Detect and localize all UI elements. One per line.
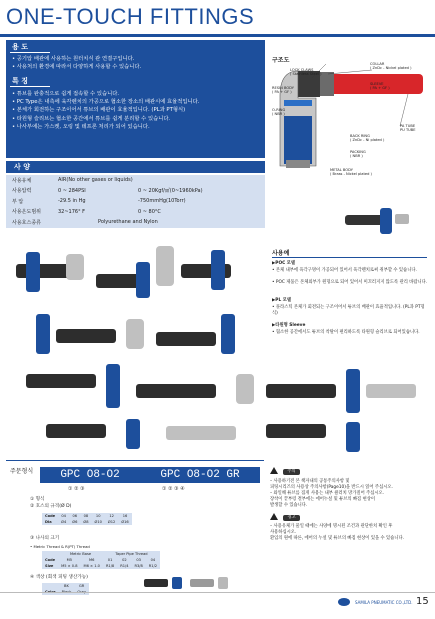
thread-cell: 04 — [146, 557, 160, 563]
label-lock-claws: LOCK CLAWS ( Stainless Steel ) — [290, 68, 322, 77]
hose-cell: Ø12 — [105, 519, 118, 525]
usage-line: • POC 제품은 본체외부가 원형으로 되어 있어서 미끄러지지 않도록 관리 바랍니다. — [272, 280, 428, 285]
label-back-ring: BACK RING ( ZnDc - Ni plated ) — [350, 134, 385, 143]
usage-line: ▶타원형 Sleeve — [272, 323, 306, 328]
page-number: 15 — [416, 596, 429, 607]
spec-row — [6, 207, 265, 218]
order-code-numbers-2: ① ② ③ ④ — [162, 486, 185, 492]
caution-line: – 와일해 튜브를 집게 사용는 내부 클러치 망가질어 주십시오. — [270, 491, 385, 496]
metal-body — [284, 116, 312, 164]
color-label: ④ 색상 (회색 피팅 생산가능) — [30, 575, 88, 580]
thread-cell: Size — [42, 563, 58, 569]
warning-icon — [270, 467, 278, 474]
label-collar: COLLAR ( ZnDc - Nickel plated ) — [370, 62, 412, 71]
thread-table — [42, 551, 160, 569]
caution-line: – 사용하기전 본 책자내의 공통주의사항 및 — [270, 479, 350, 484]
thread-cell: 02 — [117, 557, 131, 563]
warning-line: 환입의 원에 따른, 에어의 누설 및 튜브의 빠짐 현상이 있을 수 있습니다. — [270, 536, 404, 541]
usage-title: 사용예 — [272, 250, 290, 257]
footer-rule — [0, 592, 435, 593]
label-packing: PACKING ( NBR ) — [350, 150, 366, 159]
thread-cell: M6 × 1.0 — [81, 563, 103, 569]
color-cell: GR — [74, 583, 89, 589]
order-code-bar — [40, 467, 260, 483]
spec-label: 사용온도범위 — [12, 209, 41, 216]
thread-cell: M5 × 0.8 — [58, 563, 80, 569]
fitting-cluster — [16, 246, 416, 452]
thread-cell: R1/8 — [103, 563, 117, 569]
thread-cell: M6 — [81, 557, 103, 563]
spec-label: 부 압 — [12, 198, 24, 205]
order-code-numbers-1: ① ② ③ — [68, 486, 85, 492]
hose-cell: Ø16 — [118, 519, 131, 525]
usage-illustration — [340, 200, 410, 240]
spec-row — [6, 175, 265, 186]
spec-value: 32~176° F — [58, 208, 86, 215]
use-item: • 사용처의 환경에 따라서 다양하게 사용할 수 있습니다. — [12, 64, 142, 71]
hose-cell: 16 — [118, 513, 131, 519]
thread-cell: R3/8 — [132, 563, 146, 569]
thread-cell: Taper Pipe Thread — [103, 551, 160, 557]
thread-cell: R1/4 — [117, 563, 131, 569]
usage-line: ▶PL 모델 — [272, 298, 291, 303]
label-sleeve: SLEEVE ( PA + GF ) — [370, 82, 390, 91]
usage-line: • 플라스틱 본체가 회전되는 구조이어서 튜브의 배관이 효율적입니다. (PL과 PT형식) — [272, 305, 425, 316]
spec-row — [6, 217, 265, 228]
caution-badge: 주의 — [283, 469, 299, 475]
feature-item: • 튜브를 완충적으로 쉽게 접속할 수 있습니다. — [12, 91, 120, 97]
oring-part — [284, 100, 312, 106]
hose-cell: 08 — [80, 513, 91, 519]
hose-cell: 12 — [105, 513, 118, 519]
hose-cell: Ø6 — [69, 519, 80, 525]
spec-label: 사용유체 — [12, 177, 32, 184]
spec-label: 사용호스종류 — [12, 219, 41, 226]
label-metal-body: METAL BODY ( Brass - Nickel plated ) — [330, 168, 372, 177]
feature-item: • 나사부에는 가스켓, 오링 및 테프론 처리가 되어 있습니다. — [12, 123, 150, 130]
spec-value: 0 ~ 80°C — [138, 208, 161, 215]
warning-line: – 사용유체가 물일 때에는 사양에 명시된 조건과 관단한치 확인 후 — [270, 524, 393, 529]
color-cell: BK — [59, 583, 75, 589]
spec-heading: 사 양 — [6, 161, 265, 173]
caution-heading-2 — [270, 513, 300, 521]
thread-sub: • Metric Thread & R(PT) Thread — [30, 544, 90, 549]
thread-cell: M5 — [58, 557, 80, 563]
hose-cell: Ø4 — [58, 519, 69, 525]
spec-label: 사용압력 — [12, 188, 32, 195]
feature-item: • PC Type은 내측에 육각렌치의 가공으로 협소한 장소의 배관시에 효율적입니다. — [12, 99, 200, 106]
hose-cell: Ø10 — [92, 519, 105, 525]
caution-line: 발생할 수 있습니다. — [270, 503, 308, 508]
features-heading: 특 징 — [12, 77, 28, 85]
thread-cell: 01 — [103, 557, 117, 563]
warning-badge: 경고 — [283, 515, 299, 521]
color-table — [42, 583, 89, 595]
usage-rule — [272, 257, 427, 258]
thread-cell: Metric Base — [58, 551, 103, 557]
usage-line: ▶POC 모델 — [272, 261, 296, 266]
use-heading: 용 도 — [12, 43, 28, 51]
thread-cell: Code — [42, 557, 58, 563]
sleeve-part — [320, 72, 334, 96]
feature-item: • 본체가 회전하는 구조이어서 튜브의 배관이 효율적입니다. (PL과 PT형식) — [12, 107, 186, 114]
hose-cell: 10 — [92, 513, 105, 519]
caution-line: 피팅시리즈의 사용상 주의사항(Page10)을 반드시 읽어 주십시오. — [270, 485, 393, 490]
hose-label: ② 호스의 규격(Ø D) — [30, 504, 72, 509]
spec-value: -750mmHg(10Torr) — [138, 198, 186, 205]
hose-cell: 04 — [58, 513, 69, 519]
order-label: 주문형식 — [10, 468, 34, 475]
hose-cell: Ø8 — [80, 519, 91, 525]
order-rule — [6, 460, 264, 461]
company-name: SAMILA PNEUMATIC CO.,LTD. — [355, 600, 413, 605]
page-title: ONE-TOUCH FITTINGS — [6, 4, 255, 29]
thread-cell: R1/2 — [146, 563, 160, 569]
spec-value: 0 ~ 20Kgf/㎠(0~1960kPa) — [138, 188, 203, 195]
title-rule — [0, 34, 435, 37]
hose-cell: Dia — [42, 519, 58, 525]
spec-row — [6, 186, 265, 197]
label-resin-body: RESIN BODY ( PA + GF ) — [272, 86, 294, 95]
thread-cell: 03 — [132, 557, 146, 563]
intro-box — [6, 40, 265, 158]
usage-line: • 협소한 공간에서도 튜브의 착탈이 편리하도록 타원형 슬리브로 되어있습니다. — [272, 330, 420, 335]
usage-line: • 본체 내부에 육각구멍이 가공되어 있어서 육각렌치로써 취부할 수 있습니다. — [272, 268, 417, 273]
spec-row — [6, 196, 265, 207]
use-item: • 공기압 배관에 사용하는 원터치식 관 연결구입니다. — [12, 56, 135, 62]
use-rule — [10, 52, 50, 53]
spec-value: AIR(No other gases or liquids) — [58, 177, 133, 184]
packing-part — [286, 160, 310, 168]
caution-heading-1 — [270, 467, 300, 475]
spec-value: -29.5 in Hg — [58, 198, 86, 205]
caution-line: 장착이 끝부렁 결부에는 에어누설 및 튜브의 빠짐 현상이 — [270, 497, 376, 502]
company-logo — [338, 598, 350, 606]
hose-table — [42, 513, 132, 525]
color-samples-illustration — [142, 575, 232, 591]
hose-cell: 06 — [69, 513, 80, 519]
spec-table — [6, 175, 265, 228]
spec-value: 0 ~ 284PSI — [58, 187, 86, 194]
structure-title: 구조도 — [272, 57, 290, 64]
warning-line: 사용하십시오. — [270, 530, 297, 535]
feature-item: • 타원형 슬리브는 협소한 공간에서 튜브를 쉽게 분리할 수 있습니다. — [12, 115, 171, 122]
type-label: ① 형식 — [30, 497, 45, 502]
thread-label: ③ 나사의 크기 — [30, 536, 60, 541]
warning-icon — [270, 513, 278, 520]
label-pa-tube: PA TUBE PU TUBE — [400, 124, 416, 133]
label-oring: O-RING ( NBR ) — [272, 108, 286, 117]
features-rule — [10, 86, 50, 87]
spec-value: Polyurethane and Nylon — [98, 219, 158, 226]
order-code-2: GPC O8-O2 GR — [160, 469, 240, 481]
order-code-1: GPC O8-O2 — [60, 469, 120, 481]
hose-cell: Code — [42, 513, 58, 519]
